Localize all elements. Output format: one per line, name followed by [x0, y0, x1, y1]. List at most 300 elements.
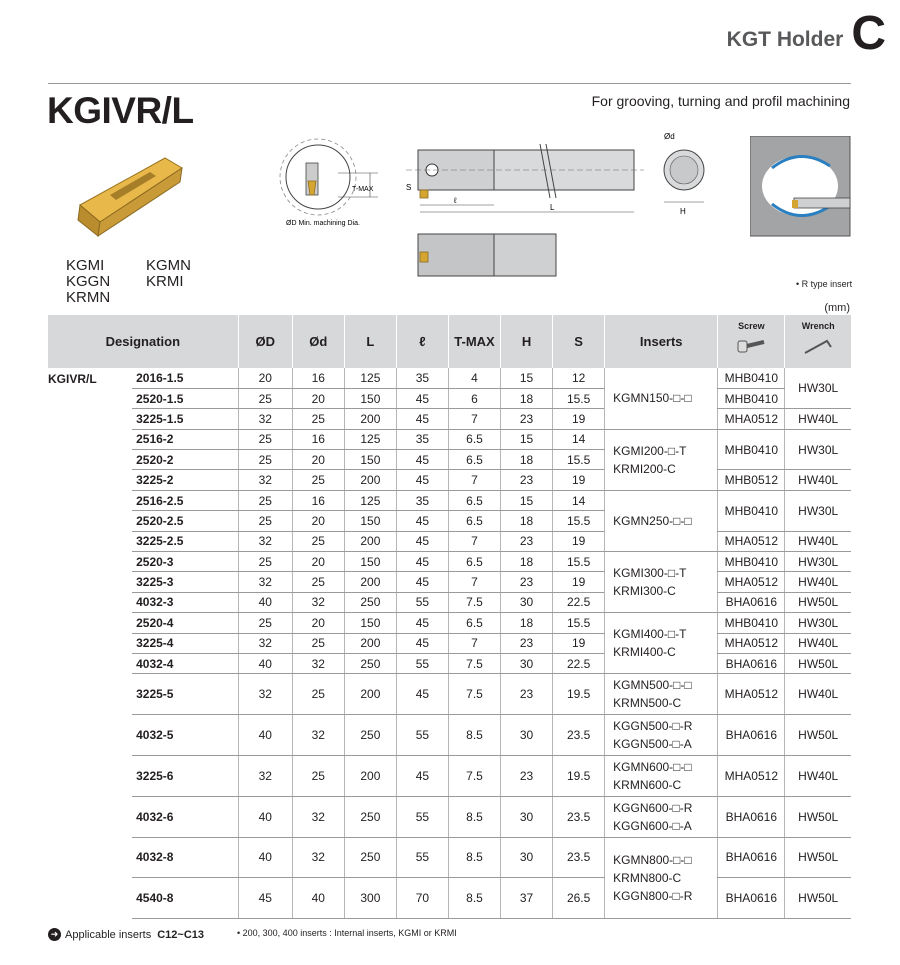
application-diagram	[750, 136, 852, 238]
tmax-cell: 6.5	[448, 511, 500, 531]
L-cell: 250	[344, 653, 396, 673]
designation-cell: 3225-1.5	[132, 409, 238, 429]
wrench-cell: HW50L	[785, 837, 851, 878]
l-cell: 45	[396, 674, 448, 715]
S-cell: 23.5	[553, 837, 605, 878]
wrench-cell: HW30L	[785, 368, 851, 409]
d-cell: 25	[292, 531, 344, 551]
insert-code: KGMN800-□-□	[613, 852, 692, 867]
designation-cell: 4032-3	[132, 592, 238, 612]
designation-cell: 4540-8	[132, 878, 238, 919]
designation-cell: 2520-1.5	[132, 388, 238, 408]
L-cell: 250	[344, 796, 396, 837]
insert-code: KGMN250-□-□	[613, 513, 692, 528]
l-cell: 45	[396, 755, 448, 796]
tmax-cell: 7.5	[448, 755, 500, 796]
wrench-cell: HW30L	[785, 429, 851, 470]
L-cell: 250	[344, 837, 396, 878]
d-cell: 32	[292, 592, 344, 612]
D-cell: 25	[238, 490, 292, 510]
screw-cell: MHB0410	[718, 490, 785, 531]
H-cell: 23	[501, 409, 553, 429]
insert-code: KGGN600-□-A	[613, 818, 692, 833]
table-row	[48, 409, 851, 429]
D-cell: 32	[238, 531, 292, 551]
D-cell: 32	[238, 755, 292, 796]
tmax-cell: 6.5	[448, 613, 500, 633]
l-cell: 45	[396, 388, 448, 408]
d-cell: 40	[292, 878, 344, 919]
H-cell: 23	[501, 531, 553, 551]
table-row	[48, 613, 851, 633]
wrench-cell: HW40L	[785, 633, 851, 653]
designation-cell: 3225-2	[132, 470, 238, 490]
l-cell: 45	[396, 450, 448, 470]
inserts-cell	[605, 674, 718, 715]
page-subtitle: For grooving, turning and profil machining	[591, 93, 850, 109]
insert-code: KGGN500-□-R	[613, 719, 693, 734]
designation-cell: 2516-2	[132, 429, 238, 449]
screw-cell: BHA0616	[718, 837, 785, 878]
d-cell: 25	[292, 572, 344, 592]
L-cell: 200	[344, 531, 396, 551]
inserts-cell	[605, 755, 718, 796]
tmax-cell: 4	[448, 368, 500, 388]
wrench-cell: HW50L	[785, 796, 851, 837]
tmax-cell: 8.5	[448, 878, 500, 919]
col-inserts: Inserts	[605, 315, 718, 368]
table-row	[48, 715, 851, 756]
grade-kgmn: KGMN	[146, 257, 191, 274]
screw-cell: MHB0410	[718, 368, 785, 388]
wrench-header-label: Wrench	[801, 321, 835, 331]
screw-cell: BHA0616	[718, 878, 785, 919]
l-cell: 45	[396, 511, 448, 531]
S-cell: 19	[553, 572, 605, 592]
D-cell: 40	[238, 592, 292, 612]
header-rule	[48, 83, 851, 84]
col-L: L	[344, 315, 396, 368]
col-D: ØD	[238, 315, 292, 368]
screw-cell: MHA0512	[718, 633, 785, 653]
d-cell: 16	[292, 368, 344, 388]
L-cell: 250	[344, 715, 396, 756]
l-cell: 45	[396, 633, 448, 653]
wrench-cell: HW30L	[785, 613, 851, 633]
d-cell: 32	[292, 653, 344, 673]
footnote: • 200, 300, 400 inserts : Internal inserts, KGMI or KRMI	[237, 928, 457, 938]
col-H: H	[501, 315, 553, 368]
D-cell: 32	[238, 409, 292, 429]
L-cell: 200	[344, 755, 396, 796]
H-cell: 15	[501, 368, 553, 388]
col-d: Ød	[292, 315, 344, 368]
designation-cell: 2520-2.5	[132, 511, 238, 531]
tmax-cell: 7.5	[448, 592, 500, 612]
d-cell: 25	[292, 755, 344, 796]
D-cell: 40	[238, 796, 292, 837]
page-title: KGIVR/L	[47, 90, 194, 131]
L-cell: 125	[344, 490, 396, 510]
H-cell: 23	[501, 572, 553, 592]
d-cell: 25	[292, 674, 344, 715]
tmax-cell: 7	[448, 572, 500, 592]
L-cell: 200	[344, 409, 396, 429]
S-cell: 15.5	[553, 511, 605, 531]
l-cell: 45	[396, 613, 448, 633]
L-cell: 150	[344, 613, 396, 633]
D-cell: 32	[238, 633, 292, 653]
designation-cell: 3225-2.5	[132, 531, 238, 551]
d-cell: 16	[292, 429, 344, 449]
family-label: KGIVR/L	[48, 372, 97, 386]
L-cell: 200	[344, 674, 396, 715]
designation-cell: 2520-2	[132, 450, 238, 470]
l-cell: 55	[396, 837, 448, 878]
H-cell: 23	[501, 633, 553, 653]
insert-code: KRMI400-C	[613, 645, 676, 660]
H-cell: 15	[501, 490, 553, 510]
tmax-cell: 6	[448, 388, 500, 408]
S-cell: 15.5	[553, 613, 605, 633]
tmax-cell: 6.5	[448, 450, 500, 470]
D-cell: 32	[238, 572, 292, 592]
insert-code: KRMN800-C	[613, 870, 682, 885]
tmax-cell: 7.5	[448, 653, 500, 673]
l-cell: 55	[396, 715, 448, 756]
screw-cell: BHA0616	[718, 796, 785, 837]
grade-kggn: KGGN	[66, 273, 111, 290]
applicable-pages: C12~C13	[157, 928, 205, 941]
inserts-cell	[605, 796, 718, 837]
tmax-label: T-MAX	[352, 186, 374, 193]
insert-code: KGMI300-□-T	[613, 566, 687, 581]
spec-table	[48, 315, 851, 919]
insert-code: KGGN600-□-R	[613, 800, 693, 815]
designation-cell: 3225-4	[132, 633, 238, 653]
D-cell: 40	[238, 653, 292, 673]
S-cell: 19	[553, 470, 605, 490]
screw-cell: BHA0616	[718, 715, 785, 756]
wrench-cell: HW40L	[785, 531, 851, 551]
designation-cell: 4032-6	[132, 796, 238, 837]
table-row	[48, 878, 851, 919]
applicable-label: Applicable inserts	[65, 928, 152, 941]
insert-code: KGMN600-□-□	[613, 759, 692, 774]
insert-photo	[70, 150, 190, 242]
insert-code: KGGN500-□-A	[613, 737, 692, 752]
screw-header-label: Screw	[738, 321, 765, 331]
designation-cell: 2516-2.5	[132, 490, 238, 510]
wrench-cell: HW40L	[785, 572, 851, 592]
D-cell: 45	[238, 878, 292, 919]
H-cell: 18	[501, 613, 553, 633]
l-cell: 35	[396, 490, 448, 510]
D-cell: 32	[238, 470, 292, 490]
insert-code: KRMI300-C	[613, 584, 676, 599]
H-cell: 23	[501, 674, 553, 715]
S-cell: 26.5	[553, 878, 605, 919]
screw-cell: MHA0512	[718, 531, 785, 551]
S-cell: 19.5	[553, 755, 605, 796]
table-row	[48, 531, 851, 551]
unit-label: (mm)	[824, 302, 850, 314]
l-cell: 35	[396, 368, 448, 388]
D-cell: 40	[238, 837, 292, 878]
table-row	[48, 552, 851, 572]
wrench-cell: HW40L	[785, 409, 851, 429]
l-cell: 45	[396, 531, 448, 551]
inserts-cell	[605, 613, 718, 674]
table-row	[48, 653, 851, 673]
wrench-cell: HW40L	[785, 674, 851, 715]
screw-cell: MHB0410	[718, 552, 785, 572]
designation-cell: 2016-1.5	[132, 368, 238, 388]
insert-code: KRMN600-C	[613, 777, 682, 792]
S-cell: 15.5	[553, 552, 605, 572]
section-letter: C	[851, 7, 886, 60]
insert-code: KRMN500-C	[613, 696, 682, 711]
table-row	[48, 429, 851, 449]
d-label: Ød	[664, 132, 675, 141]
tmax-cell: 7	[448, 470, 500, 490]
tmax-cell: 8.5	[448, 837, 500, 878]
table-row	[48, 837, 851, 878]
S-cell: 12	[553, 368, 605, 388]
inserts-cell	[605, 715, 718, 756]
section-title: KGT Holder	[726, 28, 844, 51]
min-dia-label: ØD Min. machining Dia.	[286, 220, 360, 227]
screw-cell: MHA0512	[718, 755, 785, 796]
screw-cell: MHB0512	[718, 470, 785, 490]
insert-code: KGMI400-□-T	[613, 627, 687, 642]
wrench-cell: HW50L	[785, 715, 851, 756]
screw-cell: MHA0512	[718, 409, 785, 429]
L-cell: 150	[344, 552, 396, 572]
d-cell: 25	[292, 409, 344, 429]
H-cell: 18	[501, 450, 553, 470]
designation-cell: 4032-4	[132, 653, 238, 673]
arrow-right-icon: ➜	[48, 928, 61, 941]
l-cell: 45	[396, 552, 448, 572]
l-cell: 55	[396, 592, 448, 612]
L-cell: 150	[344, 388, 396, 408]
tmax-cell: 6.5	[448, 429, 500, 449]
d-cell: 25	[292, 470, 344, 490]
D-cell: 25	[238, 429, 292, 449]
table-row	[48, 368, 851, 388]
designation-cell: 3225-3	[132, 572, 238, 592]
wrench-icon	[801, 335, 835, 357]
H-cell: 37	[501, 878, 553, 919]
D-cell: 25	[238, 450, 292, 470]
designation-cell: 4032-8	[132, 837, 238, 878]
end-view-diagram	[278, 135, 418, 235]
S-cell: 19	[553, 633, 605, 653]
inserts-cell	[605, 552, 718, 613]
screw-cell: MHB0410	[718, 388, 785, 408]
tmax-cell: 6.5	[448, 552, 500, 572]
tmax-cell: 7	[448, 531, 500, 551]
S-cell: 22.5	[553, 592, 605, 612]
table-row	[48, 470, 851, 490]
wrench-cell: HW30L	[785, 552, 851, 572]
grade-kgmi: KGMI	[66, 257, 105, 274]
wrench-cell: HW50L	[785, 878, 851, 919]
s-label: S	[406, 183, 412, 192]
table-row	[48, 796, 851, 837]
L-cell: 150	[344, 450, 396, 470]
l-cell: 45	[396, 409, 448, 429]
S-cell: 23.5	[553, 796, 605, 837]
L-cell: 200	[344, 572, 396, 592]
screw-cell: BHA0616	[718, 592, 785, 612]
col-S: S	[553, 315, 605, 368]
inserts-cell	[605, 837, 718, 919]
D-cell: 20	[238, 368, 292, 388]
screw-cell: BHA0616	[718, 653, 785, 673]
S-cell: 19	[553, 531, 605, 551]
table-row	[48, 592, 851, 612]
table-row	[48, 674, 851, 715]
l-cell: 70	[396, 878, 448, 919]
designation-cell: 4032-5	[132, 715, 238, 756]
wrench-cell: HW50L	[785, 653, 851, 673]
d-cell: 20	[292, 613, 344, 633]
table-header-row	[48, 315, 851, 368]
screw-icon	[734, 335, 768, 357]
table-row	[48, 755, 851, 796]
screw-cell: MHA0512	[718, 572, 785, 592]
col-wrench	[785, 315, 851, 368]
cross-section-diagram	[656, 130, 716, 220]
H-cell: 30	[501, 715, 553, 756]
insert-code: KGGN800-□-R	[613, 888, 693, 903]
designation-cell: 3225-6	[132, 755, 238, 796]
col-l: ℓ	[396, 315, 448, 368]
table-row	[48, 490, 851, 510]
wrench-cell: HW40L	[785, 470, 851, 490]
H-cell: 18	[501, 388, 553, 408]
col-designation: Designation	[48, 315, 238, 368]
d-cell: 16	[292, 490, 344, 510]
L-cell: 125	[344, 429, 396, 449]
L-cell: 150	[344, 511, 396, 531]
H-cell: 30	[501, 837, 553, 878]
D-cell: 25	[238, 552, 292, 572]
H-cell: 18	[501, 552, 553, 572]
insert-code: KGMN500-□-□	[613, 678, 692, 693]
S-cell: 14	[553, 490, 605, 510]
inserts-cell	[605, 429, 718, 490]
d-cell: 20	[292, 552, 344, 572]
l-cell: 45	[396, 470, 448, 490]
S-cell: 15.5	[553, 450, 605, 470]
r-type-note: • R type insert	[796, 279, 853, 289]
D-cell: 40	[238, 715, 292, 756]
screw-cell: MHB0410	[718, 429, 785, 470]
L-cell: 200	[344, 633, 396, 653]
insert-code: KRMI200-C	[613, 461, 676, 476]
H-cell: 30	[501, 653, 553, 673]
H-cell: 30	[501, 796, 553, 837]
inserts-cell	[605, 368, 718, 429]
tmax-cell: 8.5	[448, 715, 500, 756]
L-cell: 200	[344, 470, 396, 490]
S-cell: 22.5	[553, 653, 605, 673]
H-cell: 18	[501, 511, 553, 531]
tmax-cell: 7	[448, 409, 500, 429]
l-cell: 35	[396, 429, 448, 449]
H-cell: 15	[501, 429, 553, 449]
tmax-cell: 6.5	[448, 490, 500, 510]
grade-krmn: KRMN	[66, 289, 111, 306]
H-cell: 30	[501, 592, 553, 612]
l-cell: 55	[396, 796, 448, 837]
tmax-cell: 7.5	[448, 674, 500, 715]
wrench-cell: HW30L	[785, 490, 851, 531]
L-cell: 125	[344, 368, 396, 388]
D-cell: 32	[238, 674, 292, 715]
S-cell: 19	[553, 409, 605, 429]
section-header	[726, 7, 886, 60]
wrench-cell: HW50L	[785, 592, 851, 612]
wrench-cell: HW40L	[785, 755, 851, 796]
insert-code: KGMN150-□-□	[613, 391, 692, 406]
screw-cell: MHB0410	[718, 613, 785, 633]
d-cell: 20	[292, 388, 344, 408]
l-label: ℓ	[454, 196, 457, 205]
H-cell: 23	[501, 755, 553, 796]
L-cell: 300	[344, 878, 396, 919]
S-cell: 15.5	[553, 388, 605, 408]
designation-cell: 2520-4	[132, 613, 238, 633]
table-row	[48, 572, 851, 592]
S-cell: 14	[553, 429, 605, 449]
D-cell: 25	[238, 613, 292, 633]
l-cell: 45	[396, 572, 448, 592]
H-label: H	[680, 207, 686, 216]
tmax-cell: 8.5	[448, 796, 500, 837]
inserts-cell	[605, 490, 718, 551]
col-screw	[718, 315, 785, 368]
D-cell: 25	[238, 511, 292, 531]
l-cell: 55	[396, 653, 448, 673]
side-view-diagram	[400, 130, 650, 290]
L-cell: 250	[344, 592, 396, 612]
designation-cell: 2520-3	[132, 552, 238, 572]
tmax-cell: 7	[448, 633, 500, 653]
col-tmax: T-MAX	[448, 315, 500, 368]
d-cell: 32	[292, 715, 344, 756]
d-cell: 20	[292, 511, 344, 531]
d-cell: 32	[292, 837, 344, 878]
d-cell: 25	[292, 633, 344, 653]
d-cell: 20	[292, 450, 344, 470]
table-row	[48, 388, 851, 408]
screw-cell: MHA0512	[718, 674, 785, 715]
D-cell: 25	[238, 388, 292, 408]
H-cell: 23	[501, 470, 553, 490]
table-row	[48, 633, 851, 653]
insert-code: KGMI200-□-T	[613, 443, 687, 458]
designation-cell: 3225-5	[132, 674, 238, 715]
L-label: L	[550, 203, 555, 212]
d-cell: 32	[292, 796, 344, 837]
grade-krmi: KRMI	[146, 273, 184, 290]
applicable-inserts-ref[interactable]	[48, 928, 204, 941]
S-cell: 19.5	[553, 674, 605, 715]
